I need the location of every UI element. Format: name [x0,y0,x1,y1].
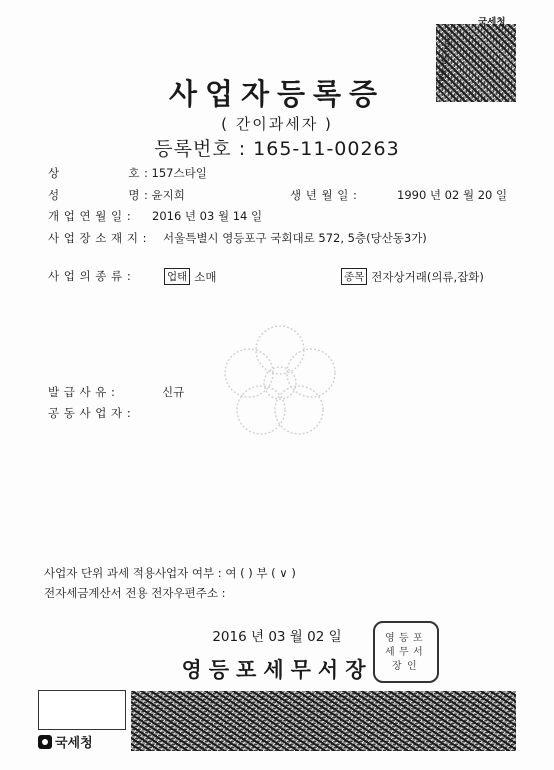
item-tag: 종목 [341,268,367,285]
registration-number-label: 등록번호 : [154,138,247,160]
issuing-office: 영등포세무서장 [181,658,373,682]
stamp-box [38,690,126,730]
trade-name-label: 상 호 [48,166,140,180]
joint-business-label: 공 동 사 업 자 : [48,406,132,420]
name-label: 성 명 [48,188,140,202]
name-value: : 윤지희 [144,188,185,202]
nts-emblem-icon [38,735,52,749]
birth-date-label: 생 년 월 일 : [290,188,358,202]
e-invoice-email-line: 전자세금계산서 전용 전자우편주소 : [44,586,226,600]
issue-reason-value: 신규 [162,385,185,399]
business-type-label: 사 업 의 종 류 : [48,269,132,283]
emblem-watermark [215,318,345,448]
location-value: 서울특별시 영등포구 국회대로 572, 5층(당산동3가) [163,231,427,245]
document-title: 사업자등록증 [168,77,386,111]
issue-date: 2016 년 03 월 02 일 [212,629,342,645]
unit-tax-line: 사업자 단위 과세 적용사업자 여부 : 여 ( ) 부 ( ∨ ) [44,566,296,580]
nts-url: www.nts.go.kr [434,31,454,90]
birth-date-value: 1990 년 02 월 20 일 [397,188,508,202]
open-date-label: 개 업 연 월 일 : [48,209,132,223]
issue-reason-label: 발 급 사 유 : [48,385,116,399]
taxpayer-type: ( 간이과세자 ) [221,115,333,133]
registration-number-line [0,134,554,161]
location-label: 사 업 장 소 재 지 : [48,231,147,245]
footer-logo [38,732,93,751]
security-barcode [131,691,516,751]
nts-logo-text: 국세청 [478,17,506,28]
category-value: 소매 [194,269,217,284]
footer-agency-text: 국세청 [55,736,93,751]
seal-text: 영 등 포 세 무 서 장 인 [385,633,423,672]
business-item [341,268,484,285]
registration-number: 165-11-00263 [253,138,400,160]
category-tag: 업태 [164,268,190,285]
business-category [164,268,217,285]
open-date-value: 2016 년 03 월 14 일 [152,209,263,223]
trade-name-value: : 157스타일 [144,166,207,180]
official-seal [373,621,439,683]
item-value: 전자상거래(의류,잡화) [371,269,484,284]
